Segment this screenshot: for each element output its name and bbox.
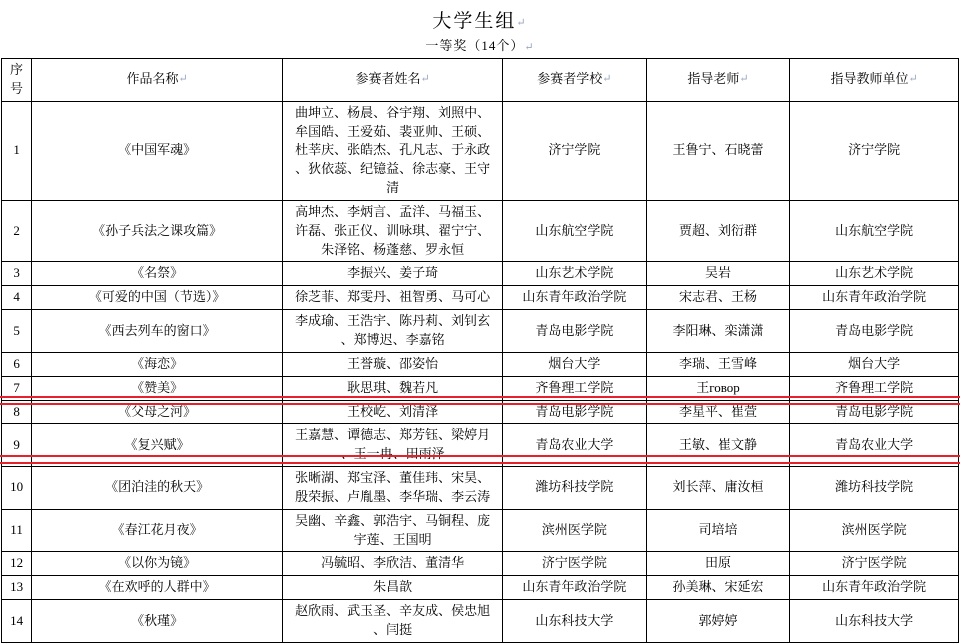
cell-school: 滨州医学院 <box>503 509 647 552</box>
table-row <box>2 576 959 600</box>
page-subtitle-text: 一等奖（14个） <box>425 38 525 53</box>
header-label: 参赛者学校 <box>537 71 603 87</box>
cell-instructor-unit: 滨州医学院 <box>790 509 959 552</box>
cell-work-title: 《团泊洼的秋天》 <box>32 467 283 510</box>
cell-instructor-unit: 山东科技大学 <box>790 600 959 643</box>
table-row <box>2 310 959 353</box>
table-header-school: 参赛者学校↵ <box>503 59 647 102</box>
table-row <box>2 467 959 510</box>
page-title <box>0 0 960 35</box>
table-body <box>2 101 959 642</box>
participant-line: 高坤杰、李炳言、孟洋、马福玉、 <box>295 203 491 219</box>
cell-work-title: 《秋瑾》 <box>32 600 283 643</box>
cell-instructor-unit: 烟台大学 <box>790 352 959 376</box>
page-title-text: 大学生组 <box>432 11 517 32</box>
cell-instructor: 李星平、崔萱 <box>646 400 790 424</box>
cell-school: 山东青年政治学院 <box>503 576 647 600</box>
cell-row-number: 2 <box>2 200 32 262</box>
participant-line: 王誉璇、邵姿怡 <box>347 355 439 371</box>
cell-school: 青岛农业大学 <box>503 424 647 467</box>
page-subtitle <box>0 35 960 58</box>
cell-participants <box>283 101 503 200</box>
participant-line: 、郑博迟、李嘉铭 <box>340 331 445 347</box>
cell-instructor: 李瑞、王雪峰 <box>646 352 790 376</box>
cell-instructor-unit: 山东艺术学院 <box>790 262 959 286</box>
table-row <box>2 200 959 262</box>
cell-instructor-unit: 山东航空学院 <box>790 200 959 262</box>
cell-row-number: 9 <box>2 424 32 467</box>
cell-work-title: 《父母之河》 <box>32 400 283 424</box>
participant-line: 冯毓昭、李欣洁、董清华 <box>321 555 465 571</box>
table-header-no <box>2 59 32 102</box>
participant-line: 李振兴、姜子琦 <box>347 265 439 281</box>
cell-school: 潍坊科技学院 <box>503 467 647 510</box>
cell-row-number: 7 <box>2 376 32 400</box>
cell-instructor-unit: 济宁学院 <box>790 101 959 200</box>
table-row <box>2 424 959 467</box>
cell-instructor-unit: 青岛电影学院 <box>790 310 959 353</box>
participant-line: 许磊、张正仪、训咏琪、翟宁宁、 <box>295 222 491 238</box>
header-label: 序号 <box>10 62 24 96</box>
pilcrow-mark: ↵ <box>524 41 535 54</box>
table-row <box>2 352 959 376</box>
cell-row-number: 3 <box>2 262 32 286</box>
pilcrow-mark: ↵ <box>516 17 528 30</box>
cell-instructor: 宋志君、王杨 <box>646 286 790 310</box>
participant-line: 朱泽铭、杨蓬慈、罗永恒 <box>321 241 465 257</box>
table-row <box>2 600 959 643</box>
cell-instructor: 贾超、刘衍群 <box>646 200 790 262</box>
cell-instructor-unit: 潍坊科技学院 <box>790 467 959 510</box>
table-header-title: 作品名称↵ <box>32 59 283 102</box>
participant-line: 李成瑜、王浩宇、陈丹莉、刘钊玄 <box>295 313 491 329</box>
cell-work-title: 《名祭》 <box>32 262 283 286</box>
cell-participants <box>283 310 503 353</box>
cell-work-title: 《复兴赋》 <box>32 424 283 467</box>
cell-instructor: 司培培 <box>646 509 790 552</box>
participant-line: 王嘉慧、谭德志、郑芳钰、梁婷月 <box>295 427 491 443</box>
participant-line: 、狄依蕊、纪镱益、徐志豪、王守 <box>295 161 491 177</box>
table-row <box>2 509 959 552</box>
cell-work-title: 《可爱的中国（节选）》 <box>32 286 283 310</box>
cell-participants <box>283 552 503 576</box>
cell-row-number: 11 <box>2 509 32 552</box>
header-label: 指导教师单位 <box>830 71 909 87</box>
participant-line: 王校屹、刘清泽 <box>347 403 439 419</box>
cell-participants <box>283 352 503 376</box>
cell-instructor-unit: 济宁医学院 <box>790 552 959 576</box>
participant-line: 殷荣振、卢胤墨、李华瑞、李云涛 <box>295 488 491 504</box>
table-row <box>2 400 959 424</box>
cell-row-number: 8 <box>2 400 32 424</box>
participant-line: 曲坤立、杨晨、谷宇翔、刘照中、 <box>295 104 491 120</box>
cell-instructor-unit: 青岛电影学院 <box>790 400 959 424</box>
cell-school: 齐鲁理工学院 <box>503 376 647 400</box>
table-row <box>2 552 959 576</box>
participant-line: 耿思琪、魏若凡 <box>347 379 439 395</box>
participant-line: 朱昌歆 <box>373 579 413 595</box>
cell-participants <box>283 262 503 286</box>
cell-instructor: 孙美琳、宋延宏 <box>646 576 790 600</box>
participant-line: 宇莲、王国明 <box>353 531 432 547</box>
participant-line: 牟国皓、王爱茹、裴亚帅、王硕、 <box>295 123 491 139</box>
cell-instructor: 王敏、崔文静 <box>646 424 790 467</box>
cell-instructor: 李阳琳、栾潇潇 <box>646 310 790 353</box>
participant-line: 徐芝菲、郑雯丹、祖智勇、马可心 <box>295 289 491 305</box>
table-header-unit: 指导教师单位↵ <box>790 59 959 102</box>
participant-line: 杜莘庆、张皓杰、孔凡志、于永政 <box>295 142 491 158</box>
cell-participants <box>283 509 503 552</box>
cell-participants <box>283 400 503 424</box>
cell-work-title: 《孙子兵法之课攻篇》 <box>32 200 283 262</box>
cell-school: 济宁学院 <box>503 101 647 200</box>
cell-school: 山东航空学院 <box>503 200 647 262</box>
cell-participants <box>283 200 503 262</box>
cell-instructor-unit: 青岛农业大学 <box>790 424 959 467</box>
participant-line: 清 <box>386 180 400 196</box>
cell-work-title: 《以你为镜》 <box>32 552 283 576</box>
cell-instructor-unit: 山东青年政治学院 <box>790 576 959 600</box>
cell-row-number: 6 <box>2 352 32 376</box>
cell-school: 烟台大学 <box>503 352 647 376</box>
cell-participants <box>283 424 503 467</box>
cell-school: 山东科技大学 <box>503 600 647 643</box>
table-row <box>2 286 959 310</box>
cell-instructor-unit: 齐鲁理工学院 <box>790 376 959 400</box>
cell-row-number: 12 <box>2 552 32 576</box>
participant-line: 赵欣雨、武玉圣、辛友成、侯忠旭 <box>295 603 491 619</box>
cell-instructor: 刘长萍、庸汝桓 <box>646 467 790 510</box>
cell-work-title: 《赞美》 <box>32 376 283 400</box>
cell-row-number: 14 <box>2 600 32 643</box>
table-row <box>2 101 959 200</box>
table-header-teacher: 指导老师↵ <box>646 59 790 102</box>
cell-instructor: 吴岩 <box>646 262 790 286</box>
cell-participants <box>283 286 503 310</box>
award-table <box>1 58 959 643</box>
cell-school: 山东青年政治学院 <box>503 286 647 310</box>
cell-instructor: 郭婷婷 <box>646 600 790 643</box>
cell-row-number: 13 <box>2 576 32 600</box>
participant-line: 吴幽、辛鑫、郭浩宇、马铜程、庞 <box>295 512 491 528</box>
table-header-authors: 参赛者姓名↵ <box>283 59 503 102</box>
cell-school: 青岛电影学院 <box>503 310 647 353</box>
cell-row-number: 1 <box>2 101 32 200</box>
header-label: 作品名称 <box>126 71 179 87</box>
cell-school: 山东艺术学院 <box>503 262 647 286</box>
header-label: 参赛者姓名 <box>355 71 421 87</box>
cell-participants <box>283 576 503 600</box>
cell-row-number: 10 <box>2 467 32 510</box>
participant-line: 、王一冉、田雨泽 <box>340 446 445 462</box>
participant-line: 、闫挺 <box>373 621 413 637</box>
cell-participants <box>283 376 503 400</box>
cell-instructor-unit: 山东青年政治学院 <box>790 286 959 310</box>
cell-participants <box>283 467 503 510</box>
cell-participants <box>283 600 503 643</box>
cell-school: 济宁医学院 <box>503 552 647 576</box>
cell-work-title: 《在欢呼的人群中》 <box>32 576 283 600</box>
cell-row-number: 4 <box>2 286 32 310</box>
cell-work-title: 《海恋》 <box>32 352 283 376</box>
cell-work-title: 《西去列车的窗口》 <box>32 310 283 353</box>
table-header-row <box>2 59 959 102</box>
cell-work-title: 《中国军魂》 <box>32 101 283 200</box>
cell-work-title: 《春江花月夜》 <box>32 509 283 552</box>
cell-instructor: 王говор <box>646 376 790 400</box>
cell-school: 青岛电影学院 <box>503 400 647 424</box>
cell-instructor: 王鲁宁、石晓蕾 <box>646 101 790 200</box>
cell-row-number: 5 <box>2 310 32 353</box>
table-row <box>2 262 959 286</box>
header-label: 指导老师 <box>687 71 740 87</box>
participant-line: 张晰湖、郑宝泽、董佳玮、宋昊、 <box>295 470 491 486</box>
table-row <box>2 376 959 400</box>
cell-instructor: 田原 <box>646 552 790 576</box>
